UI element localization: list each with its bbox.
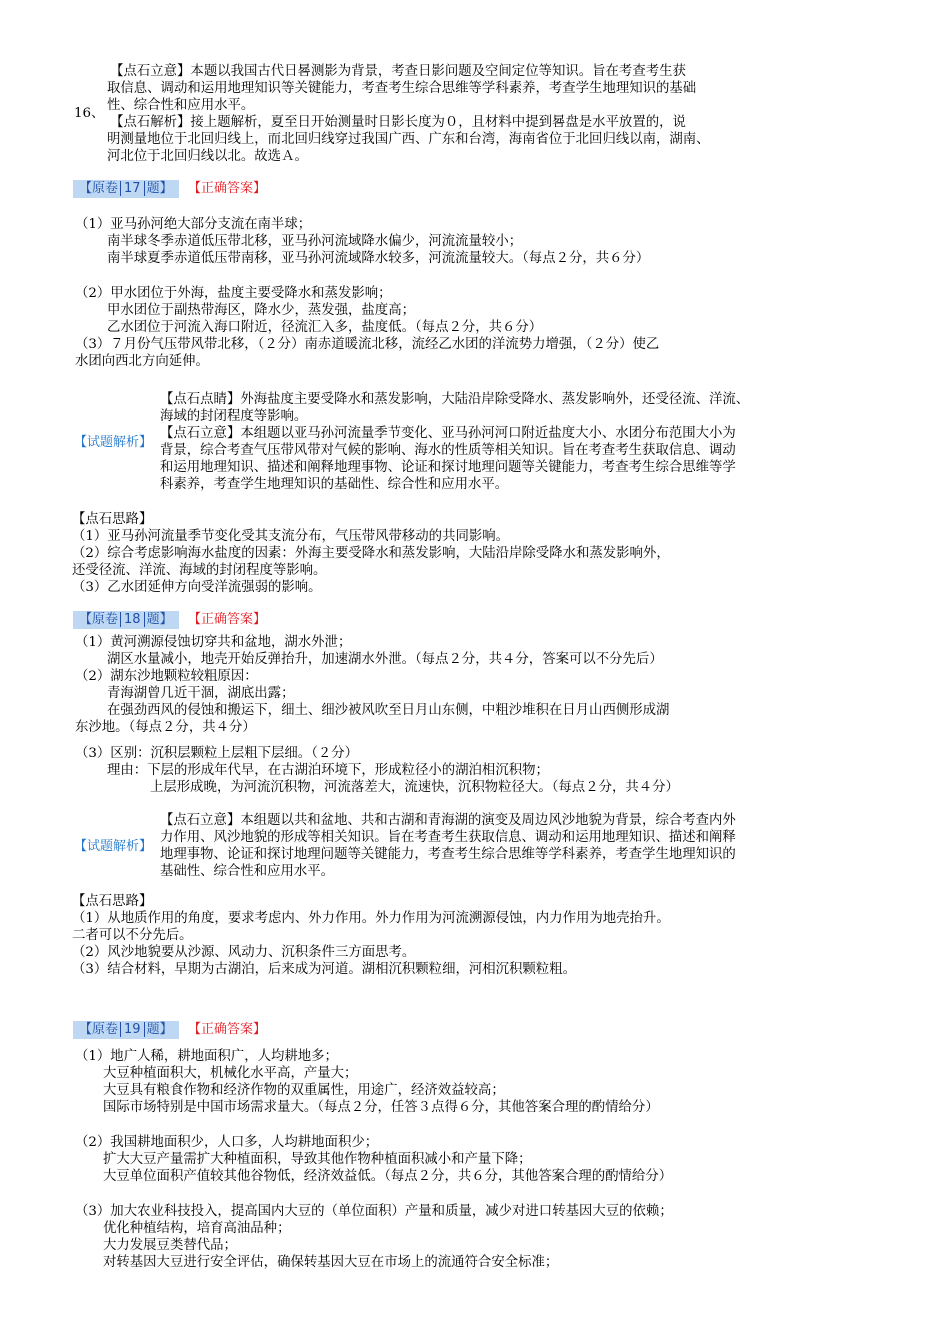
q18-idea-line: （1）从地质作用的角度，要求考虑内、外力作用。外力作用为河流溯源侵蚀，内力作用为地壳抬升。 <box>72 911 670 926</box>
q16-line: 性、综合性和应用水平。 <box>107 98 255 113</box>
q17-header-number: 17 <box>120 181 145 196</box>
q18-answer-line: （1）黄河溯源侵蚀切穿共和盆地，湖水外泄； <box>75 635 352 650</box>
q17-idea-line: （3）乙水团延伸方向受洋流强弱的影响。 <box>72 580 322 595</box>
q19-header-number: 19 <box>120 1022 145 1037</box>
q17-analysis-line: 【点石点睛】外海盐度主要受降水和蒸发影响，大陆沿岸除受降水、蒸发影响外，还受径流、洋流、 <box>160 392 750 407</box>
q17-idea-line: 还受径流、洋流、海域的封闭程度等影响。 <box>72 563 327 578</box>
q17-answer-line: 南半球冬季赤道低压带北移，亚马孙河流域降水偏少，河流流量较小； <box>107 234 523 249</box>
q18-analysis-label: 【试题解析】 <box>74 839 153 854</box>
q19-answer-line: 国际市场特别是中国市场需求量大。（每点２分，任答３点得６分，其他答案合理的酌情给分） <box>103 1100 659 1115</box>
q18-answer-line: （2）湖东沙地颗粒较粗原因： <box>75 669 258 684</box>
q19-header-prefix: 【原卷 <box>79 1022 119 1037</box>
q19-answer-line: （2）我国耕地面积少，人口多，人均耕地面积少； <box>75 1135 379 1150</box>
q17-correct-answer-label: 【正确答案】 <box>188 181 267 196</box>
q16-line: 【点石立意】本题以我国古代日晷测影为背景，考查日影问题及空间定位等知识。旨在考查考生获 <box>90 64 686 79</box>
q17-answer-line: （1）亚马孙河绝大部分支流在南半球； <box>75 217 312 232</box>
q16-line: 河北位于北回归线以北。故选Ａ。 <box>107 149 308 164</box>
q17-answer-line: 乙水团位于河流入海口附近，径流汇入多，盐度低。（每点２分，共６分） <box>107 320 543 335</box>
q18-idea-line: （3）结合材料，早期为古湖泊，后来成为河道。湖相沉积颗粒细，河相沉积颗粒粗。 <box>72 962 576 977</box>
q19-answer-line: 大豆单位面积产值较其他谷物低，经济效益低。（每点２分，共６分，其他答案合理的酌情给分） <box>103 1169 673 1184</box>
q18-answer-line: 东沙地。（每点２分，共４分） <box>75 720 256 735</box>
q17-idea-line: （1）亚马孙河流量季节变化受其支流分布，气压带风带移动的共同影响。 <box>72 529 510 544</box>
q17-answer-line: 水团向西北方向延伸。 <box>75 354 209 369</box>
q18-answer-line: 湖区水量减小，地壳开始反弹抬升，加速湖水外泄。（每点２分，共４分，答案可以不分先后） <box>107 652 663 667</box>
q17-idea-line: 【点石思路】 <box>72 512 153 527</box>
q17-idea-line: （2）综合考虑影响海水盐度的因素：外海主要受降水和蒸发影响，大陆沿岸除受降水和蒸发影响外， <box>72 546 670 561</box>
q19-header-suffix: 题】 <box>146 1022 173 1037</box>
q18-analysis-line: 【点石立意】本组题以共和盆地、共和古湖和青海湖的演变及周边风沙地貌为背景，综合考查内外 <box>160 813 736 828</box>
q18-answer-line: （3）区别：沉积层颗粒上层粗下层细。（２分） <box>75 746 359 761</box>
q18-header-prefix: 【原卷 <box>79 612 119 627</box>
q17-header-suffix: 题】 <box>146 181 173 196</box>
q17-answer-line: 甲水团位于副热带海区，降水少，蒸发强，盐度高； <box>107 303 415 318</box>
q16-line: 【点石解析】接上题解析，夏至日开始测量时日影长度为０，且材料中提到晷盘是水平放置的，说 <box>90 115 686 130</box>
q18-header-suffix: 题】 <box>146 612 173 627</box>
q17-analysis-line: 海域的封闭程度等影响。 <box>160 409 308 424</box>
q16-line: 明测量地位于北回归线上，而北回归线穿过我国广西、广东和台湾，海南省位于北回归线以南，湖南、 <box>107 132 710 147</box>
q17-header-prefix: 【原卷 <box>79 181 119 196</box>
q17-answer-line: （3）７月份气压带风带北移，（２分）南赤道暖流北移，流经乙水团的洋流势力增强，（２分）使乙 <box>75 337 660 352</box>
q19-answer-line: 对转基因大豆进行安全评估，确保转基因大豆在市场上的流通符合安全标准； <box>103 1255 559 1270</box>
q19-answer-line: 优化种植结构，培育高油品种； <box>103 1221 291 1236</box>
q18-answer-line: 在强劲西风的侵蚀和搬运下，细土、细沙被风吹至日月山东侧，中粗沙堆积在日月山西侧形成湖 <box>107 703 670 718</box>
q17-analysis-line: 科素养，考查学生地理知识的基础性、综合性和应用水平。 <box>160 477 509 492</box>
q19-answer-line: 大豆具有粮食作物和经济作物的双重属性，用途广，经济效益较高； <box>103 1083 505 1098</box>
q19-answer-line: 扩大大豆产量需扩大种植面积，导致其他作物种植面积减小和产量下降； <box>103 1152 532 1167</box>
q17-analysis-line: 和运用地理知识、描述和阐释地理事物、论证和探讨地理问题等关键能力，考查考生综合思维等学 <box>160 460 736 475</box>
q17-header-tag <box>73 180 179 198</box>
q18-analysis-line: 力作用、风沙地貌的形成等相关知识。旨在考查考生获取信息、调动和运用地理知识、描述和阐释 <box>160 830 736 845</box>
q19-correct-answer-label: 【正确答案】 <box>188 1022 267 1037</box>
q18-idea-line: 【点石思路】 <box>72 894 153 909</box>
q17-answer-line: （2）甲水团位于外海，盐度主要受降水和蒸发影响； <box>75 286 392 301</box>
q18-header-number: 18 <box>120 612 145 627</box>
q17-analysis-line: 背景，综合考查气压带风带对气候的影响、海水的性质等相关知识。旨在考查考生获取信息、调动 <box>160 443 736 458</box>
q18-answer-line: 上层形成晚，为河流沉积物，河流落差大，流速快，沉积物粒径大。（每点２分，共４分） <box>150 780 679 795</box>
q18-header-tag <box>73 611 179 629</box>
q18-correct-answer-label: 【正确答案】 <box>188 612 267 627</box>
q16-line: 取信息、调动和运用地理知识等关键能力，考查考生综合思维等学科素养，考查学生地理知识的基础 <box>107 81 697 96</box>
q17-answer-line: 南半球夏季赤道低压带南移，亚马孙河流域降水较多，河流流量较大。（每点２分，共６分） <box>107 251 650 266</box>
q18-answer-line: 理由：下层的形成年代早，在古湖泊环境下，形成粒径小的湖泊相沉积物； <box>107 763 549 778</box>
q17-analysis-label: 【试题解析】 <box>74 435 153 450</box>
q17-analysis-line: 【点石立意】本组题以亚马孙河流量季节变化、亚马孙河河口附近盐度大小、水团分布范围大小为 <box>160 426 736 441</box>
q18-idea-line: 二者可以不分先后。 <box>72 928 193 943</box>
question-16-number: 16、 <box>74 106 105 121</box>
q19-header-tag <box>73 1021 179 1039</box>
q18-answer-line: 青海湖曾几近干涸，湖底出露； <box>107 686 295 701</box>
q18-analysis-line: 基础性、综合性和应用水平。 <box>160 864 335 879</box>
q19-answer-line: （3）加大农业科技投入，提高国内大豆的（单位面积）产量和质量，减少对进口转基因大豆的依赖； <box>75 1204 673 1219</box>
q18-idea-line: （2）风沙地貌要从沙源、风动力、沉积条件三方面思考。 <box>72 945 416 960</box>
q19-answer-line: 大力发展豆类替代品； <box>103 1238 237 1253</box>
q18-analysis-line: 地理事物、论证和探讨地理问题等关键能力，考查考生综合思维等学科素养，考查学生地理知识的 <box>160 847 736 862</box>
q19-answer-line: （1）地广人稀，耕地面积广，人均耕地多； <box>75 1049 338 1064</box>
q19-answer-line: 大豆种植面积大，机械化水平高，产量大； <box>103 1066 358 1081</box>
